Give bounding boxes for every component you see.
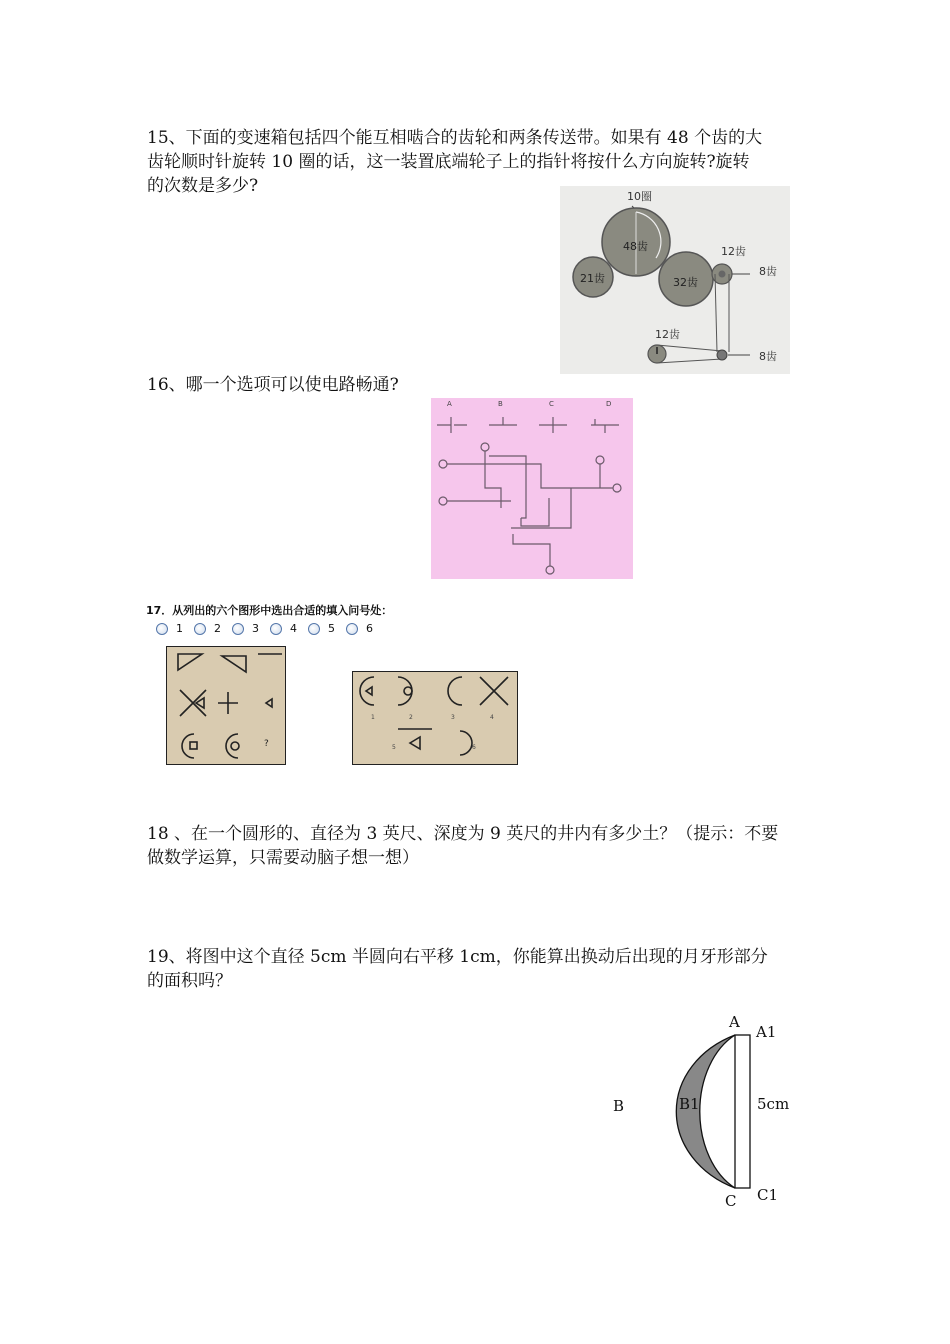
gear-48-label: 48齿 (623, 240, 648, 253)
gear-12-top-label: 12齿 (721, 245, 746, 258)
q19-line1: 19、将图中这个直径 5cm 半圆向右平移 1cm，你能算出换动后出现的月牙形部分 (147, 947, 768, 967)
answer-label-2: 2 (409, 714, 413, 721)
radio-icon[interactable] (346, 623, 358, 635)
shift-rect (735, 1035, 750, 1188)
label-diameter: 5cm (757, 1095, 790, 1113)
gear-32-label: 32齿 (673, 276, 698, 289)
radio-icon[interactable] (194, 623, 206, 635)
label-c1: C1 (757, 1186, 779, 1204)
gear-12-bottom-label: 12齿 (655, 328, 680, 341)
q17-options (156, 622, 384, 635)
radio-icon[interactable] (308, 623, 320, 635)
q15-line3: 的次数是多少? (147, 176, 259, 196)
puzzle-question-mark: ? (264, 739, 269, 749)
q17-option-5[interactable]: 5 (308, 622, 335, 635)
option-b-label: B (498, 400, 503, 408)
q17-title: 17．从列出的六个图形中选出合适的填入问号处： (146, 604, 393, 617)
answer-label-5: 5 (392, 744, 396, 751)
answer-label-1: 1 (371, 714, 375, 721)
q18-line2: 做数学运算，只需要动脑子想一想） (147, 848, 419, 868)
label-a: A (729, 1013, 740, 1031)
gear-8-top-label: 8齿 (759, 265, 777, 278)
q19-line2: 的面积吗？ (147, 971, 232, 991)
turns-label: 10圈 (627, 190, 652, 203)
q19-text (147, 945, 812, 993)
label-b: B (613, 1097, 625, 1115)
q17-puzzle-grid (166, 646, 286, 765)
label-c: C (725, 1192, 737, 1210)
radio-icon[interactable] (156, 623, 168, 635)
crescent-figure (600, 1008, 800, 1213)
circuit-figure (431, 398, 633, 579)
q17-answer-grid (352, 671, 518, 765)
q17-option-1[interactable]: 1 (156, 622, 183, 635)
q18-line1: 18 、在一个圆形的、直径为 3 英尺、深度为 9 英尺的井内有多少土？（提示：不要 (147, 824, 779, 844)
answer-label-3: 3 (451, 714, 455, 721)
label-b1: B1 (679, 1095, 700, 1113)
q18-text (147, 822, 812, 870)
label-a1: A1 (756, 1023, 777, 1041)
radio-icon[interactable] (270, 623, 282, 635)
q17-option-6[interactable]: 6 (346, 622, 373, 635)
q16-text: 16、哪一个选项可以使电路畅通? (147, 375, 399, 395)
q15-line1: 15、下面的变速箱包括四个能互相啮合的齿轮和两条传送带。如果有 48 个齿的大 (147, 128, 763, 148)
option-a-label: A (447, 400, 452, 408)
answer-label-4: 4 (490, 714, 494, 721)
q15-line2: 齿轮顺时针旋转 10 圈的话，这一装置底端轮子上的指针将按什么方向旋转?旋转 (147, 152, 750, 172)
radio-icon[interactable] (232, 623, 244, 635)
option-c-label: C (549, 400, 554, 408)
q17-option-3[interactable]: 3 (232, 622, 259, 635)
q17-option-4[interactable]: 4 (270, 622, 297, 635)
option-d-label: D (606, 400, 612, 408)
q17-option-2[interactable]: 2 (194, 622, 221, 635)
gear-21-label: 21齿 (580, 272, 605, 285)
gearbox-figure (560, 186, 790, 374)
answer-label-6: 6 (472, 744, 476, 751)
gear-8-bottom-label: 8齿 (759, 350, 777, 363)
